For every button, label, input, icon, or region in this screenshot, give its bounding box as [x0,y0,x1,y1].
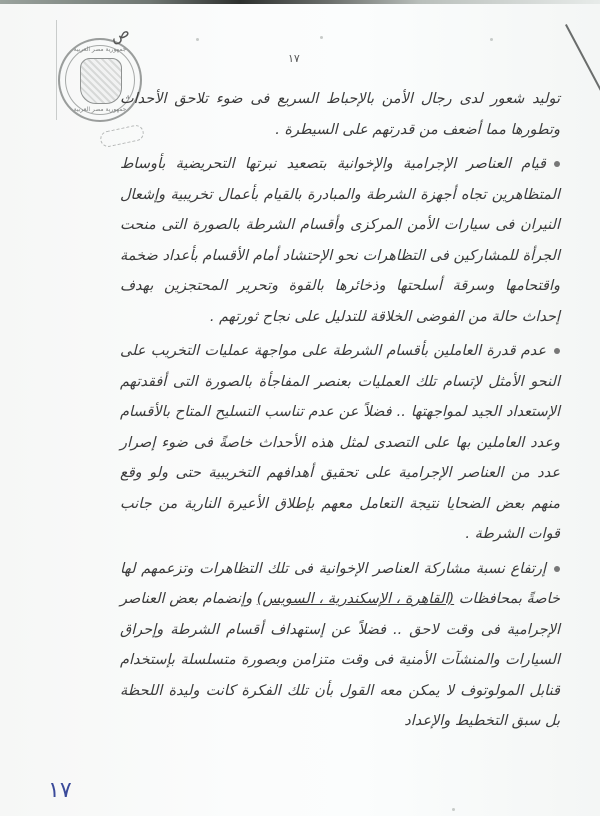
scan-speck [452,808,455,811]
bullet-list [120,149,560,737]
opening-line-1: توليد شعور لدى رجال الأمن بالإحباط السريع فى ضوء تلاحق [174,91,561,107]
handwritten-signature: ص [107,21,133,46]
margin-line [56,20,57,120]
eagle-emblem-icon [80,58,122,104]
bullet-item-2 [120,336,560,550]
stamp-top-text: جمهورية مصر العربية [73,46,127,53]
opening-paragraph [120,84,560,145]
scan-speck [196,38,199,41]
scan-speck [490,38,493,41]
bullet-text-end: وإنضمام بعض العناصر الإجرامية فى وقت لاحق .. فضلاً عن إستهداف أقسام الشرطة وإحراق السيارات والمنشآت الأمنية فى وقت متزامن وبصورة متسلسلة بإستخدام قنابل المولوتوف لا يمكن معه القول بأن تلك الفكرة كانت وليدة اللحظة بل سبق التخطيط والإعداد [120,591,560,729]
scan-top-edge [0,0,600,4]
bullet-icon [554,348,560,354]
printed-page-number: ١٧ [288,52,300,65]
document-body [120,84,560,741]
bullet-icon [554,566,560,572]
stamp-bottom-text: جمهورية مصر العربية [73,106,127,113]
bullet-text: قيام العناصر الإجرامية والإخوانية بتصعيد نبرتها التحريضية بأوساط المتظاهرين تجاه أجهزة الشرطة والمبادرة بالقيام بأعمال تخريبية وإشعال النيران فى سيارات الأمن المركزى وأقسام الشرطة بالصورة التى منحت الجرأة للمشاركين فى التظاهرات نحو الإحتشاد أمام الأقسام بأعداد ضخمة واقتحامها وسرقة أسلحتها وذخائرها بالقوة وتحرير المحتجزين بهدف إحداث حالة من الفوضى الخلاقة للتدليل على نجاح ثورتهم . [120,156,560,325]
bullet-item-3 [120,554,560,737]
bullet-icon [554,161,560,167]
bullet-text: عدم قدرة العاملين بأقسام الشرطة على مواجهة عمليات التخريب على النحو الأمثل لإتسام تلك العمليات بعنصر المفاجأة بالصورة التى أفقدتهم الإستعداد الجيد لمواجهتها .. فضلاً عن عدم تناسب التسليح المتاح بالأقسام وعدد العاملين بها على التصدى لمثل هذه الأحداث خاصةً فى ضوء إصرار عدد من العناصر الإجرامية على تحقيق أهدافهم التخريبية حتى ولو وقع منهم بعض الضحايا نتيجة التعامل معهم بإطلاق الأعيرة النارية من جانب قوات الشرطة . [120,343,560,542]
bullet-item-1 [120,149,560,332]
bullet-text-start: إرتفاع نسبة مشاركة العناصر الإخوانية فى تلك التظاهرات وتزعمهم لها خاصةً بمحافظات [120,560,560,607]
scan-speck [320,36,323,39]
handwritten-page-number: ١٧ [48,778,72,803]
governorates-underlined: (القاهرة ، الإسكندرية ، السويس) [256,591,455,607]
opening-line-2: الأحداث وتطورها مما أضعف من قدرتهم على السيطرة . [120,91,560,138]
corner-pen-mark [565,24,600,96]
